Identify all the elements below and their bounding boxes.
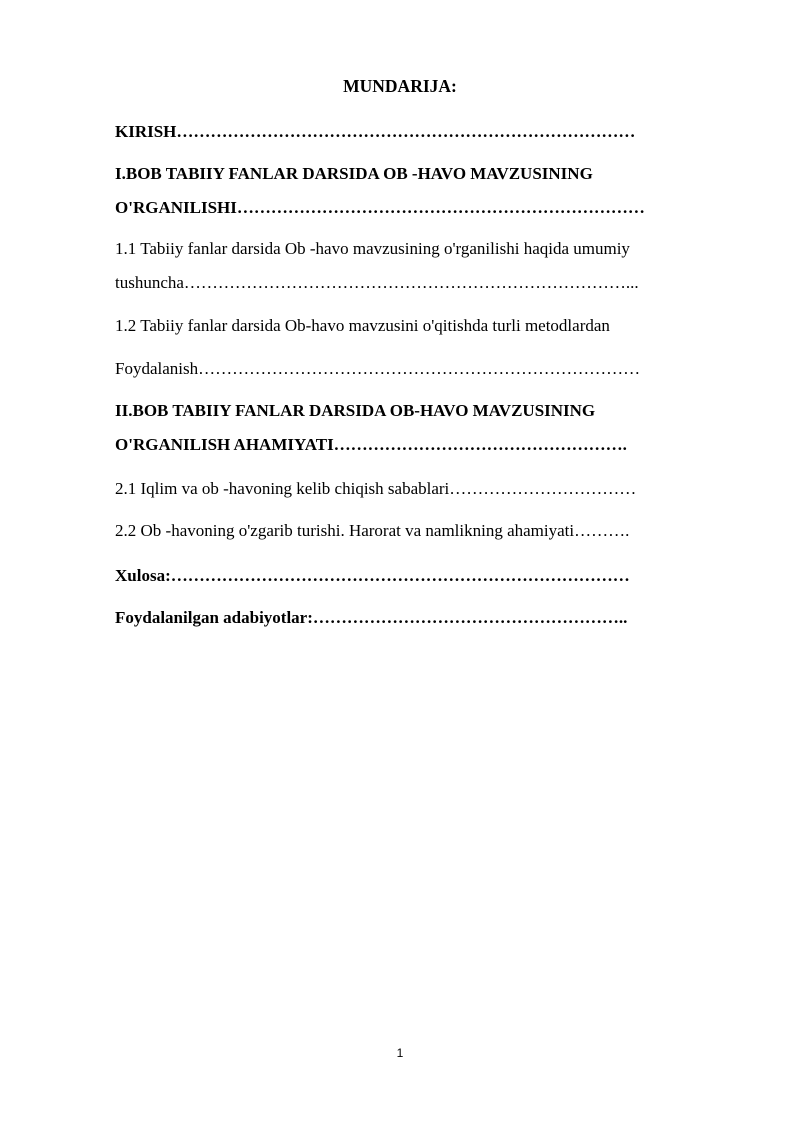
toc-entry-chapter-1-line-1: I.BOB TABIIY FANLAR DARSIDA OB -HAVO MAVZUSINING [115,164,593,183]
toc-entry-1-2-line-1: 1.2 Tabiiy fanlar darsida Ob-havo mavzusini o'qitishda turli metodlardan [115,316,610,335]
toc-entry-chapter-2-line-1: II.BOB TABIIY FANLAR DARSIDA OB-HAVO MAVZUSINING [115,401,596,420]
toc-entry-references: Foydalanilgan adabiyotlar:……………………………………………….. [115,608,628,627]
toc-entry-kirish: KIRISH……………………………………………………………………… [115,122,636,141]
toc-entry-1-2-line-2: Foydalanish…………………………………………………………………… [115,359,641,378]
toc-title: MUNDARIJA: [343,76,457,96]
page-number: 1 [396,1046,404,1060]
toc-entry-xulosa: Xulosa:……………………………………………………………………… [115,566,630,585]
toc-entry-2-2: 2.2 Ob -havoning o'zgarib turishi. Harorat va namlikning ahamiyati………. [115,521,630,540]
toc-entry-1-1-line-1: 1.1 Tabiiy fanlar darsida Ob -havo mavzusining o'rganilishi haqida umumiy [115,239,630,258]
toc-entry-chapter-1-line-2: O'RGANILISHI……………………………………………………………… [115,198,645,217]
toc-entry-chapter-2-line-2: O'RGANILISH AHAMIYATI……………………………………………. [115,435,627,454]
toc-entry-1-1-line-2: tushuncha……………………………………………………………………... [115,273,639,292]
toc-entry-2-1: 2.1 Iqlim va ob -havoning kelib chiqish sabablari…………………………… [115,479,637,498]
